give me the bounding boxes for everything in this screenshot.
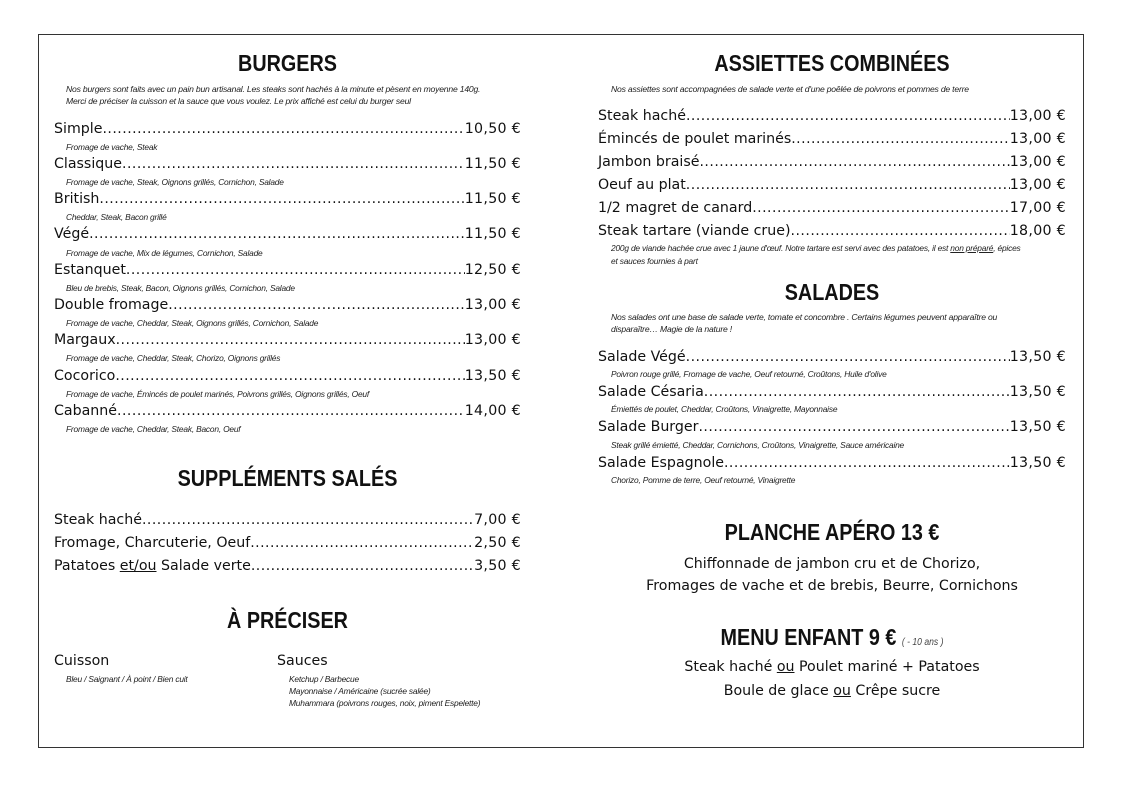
burger-price: 12,50 € <box>464 262 521 278</box>
leader-dots <box>126 261 465 279</box>
planche-line1: Chiffonnade de jambon cru et de Chorizo, <box>683 556 981 572</box>
tartare-note-line2: et sauces fournies à part <box>611 256 698 266</box>
salade-price: 13,50 € <box>1009 384 1066 400</box>
burger-name: Végé <box>54 226 90 242</box>
supplement-name-part: Salade verte <box>156 558 251 574</box>
assiette-item <box>598 105 1066 125</box>
enfant-line1-part: Steak haché <box>684 659 777 675</box>
burger-item <box>54 365 521 385</box>
burgers-intro-line1: Nos burgers sont faits avec un pain bun artisanal. Les steaks sont hachés à la minute et pèsent en moyenne 140g. <box>66 84 481 94</box>
burger-name: Cocorico <box>54 368 116 384</box>
enfant-line2-underlined: ou <box>833 683 851 699</box>
enfant-age: ( - 10 ans ) <box>901 637 944 648</box>
salade-description: Émiettés de poulet, Cheddar, Croûtons, Vinaigrette, Mayonnaise <box>611 404 838 414</box>
leader-dots <box>250 534 474 552</box>
salades-title: SALADES <box>784 279 880 305</box>
assiette-price: 13,00 € <box>1009 154 1066 170</box>
supplement-name-part: Patatoes <box>54 558 120 574</box>
burger-item <box>54 400 521 420</box>
supplements-title: SUPPLÉMENTS SALÉS <box>177 465 398 491</box>
salades-intro-line1: Nos salades ont une base de salade verte, tomate et concombre . Certains légumes peuvent apparaître ou <box>611 312 998 322</box>
supplement-name <box>54 557 251 575</box>
burger-price: 11,50 € <box>464 226 521 242</box>
preciser-title: À PRÉCISER <box>227 607 348 633</box>
burger-name: Estanquet <box>54 262 126 278</box>
supplement-item <box>54 555 521 575</box>
burger-price: 13,00 € <box>464 297 521 313</box>
supplement-item <box>54 532 521 552</box>
leader-dots <box>122 155 465 173</box>
leader-dots <box>102 120 464 138</box>
leader-dots <box>791 222 1010 240</box>
cuisson-options: Bleu / Saignant / À point / Bien cuit <box>66 674 188 684</box>
assiette-item <box>598 151 1066 171</box>
salade-name: Salade Végé <box>598 349 686 365</box>
supplement-name-underlined: et/ou <box>119 558 157 574</box>
supplement-name: Steak haché <box>54 512 142 528</box>
enfant-title: MENU ENFANT 9 € <box>720 624 897 650</box>
salade-item <box>598 381 1066 401</box>
burger-name: Cabanné <box>54 403 118 419</box>
salade-description: Poivron rouge grillé, Fromage de vache, Oeuf retourné, Croûtons, Huile d'olive <box>611 369 887 379</box>
supplement-name: Fromage, Charcuterie, Oeuf <box>54 535 251 551</box>
burger-item <box>54 329 521 349</box>
burger-description: Fromage de vache, Cheddar, Steak, Chorizo, Oignons grillés <box>66 353 281 363</box>
burger-description: Fromage de vache, Steak <box>66 142 158 152</box>
burger-item <box>54 259 521 279</box>
leader-dots <box>724 454 1010 472</box>
assiette-price: 13,00 € <box>1009 131 1066 147</box>
burger-item <box>54 294 521 314</box>
leader-dots <box>752 199 1010 217</box>
salade-name: Salade Espagnole <box>598 455 724 471</box>
burger-name: Double fromage <box>54 297 169 313</box>
burger-price: 10,50 € <box>464 121 521 137</box>
burger-item <box>54 118 521 138</box>
burger-item <box>54 188 521 208</box>
leader-dots <box>142 511 474 529</box>
burger-price: 14,00 € <box>464 403 521 419</box>
assiette-item <box>598 128 1066 148</box>
leader-dots <box>116 331 465 349</box>
burgers-intro-line2: Merci de préciser la cuisson et la sauce que vous voulez. Le prix affiché est celui du burger seul <box>66 96 411 106</box>
enfant-line1-underlined: ou <box>776 659 795 675</box>
burger-description: Fromage de vache, Mix de légumes, Cornichon, Salade <box>66 248 263 258</box>
assiette-name: Oeuf au plat <box>598 177 686 193</box>
tartare-note-underlined: non préparé <box>950 243 994 253</box>
sauces-line: Ketchup / Barbecue <box>289 674 359 684</box>
burger-name: Classique <box>54 156 122 172</box>
burger-name: British <box>54 191 100 207</box>
assiette-name: Émincés de poulet marinés <box>598 131 792 147</box>
burger-description: Fromage de vache, Cheddar, Steak, Oignons grillés, Cornichon, Salade <box>66 318 319 328</box>
leader-dots <box>686 176 1010 194</box>
salade-description: Chorizo, Pomme de terre, Oeuf retourné, Vinaigrette <box>611 475 796 485</box>
burger-item <box>54 223 521 243</box>
tartare-note <box>611 243 1021 254</box>
burger-price: 13,00 € <box>464 332 521 348</box>
assiette-name: Steak haché <box>598 108 686 124</box>
leader-dots <box>686 348 1010 366</box>
salades-intro-line2: disparaître… Magie de la nature ! <box>611 324 732 334</box>
assiette-name: 1/2 magret de canard <box>598 200 753 216</box>
supplement-price: 7,00 € <box>474 512 521 528</box>
salades-intro <box>611 311 997 335</box>
leader-dots <box>791 130 1010 148</box>
burger-price: 13,50 € <box>464 368 521 384</box>
burger-description: Fromage de vache, Steak, Oignons grillés, Cornichon, Salade <box>66 177 284 187</box>
salade-price: 13,50 € <box>1009 349 1066 365</box>
burger-price: 11,50 € <box>464 156 521 172</box>
planche-title: PLANCHE APÉRO 13 € <box>724 519 940 545</box>
leader-dots <box>699 153 1009 171</box>
enfant-title-row <box>631 624 1033 651</box>
salade-name: Salade Césaria <box>598 384 704 400</box>
leader-dots <box>117 402 465 420</box>
cuisson-label: Cuisson <box>54 653 110 669</box>
burgers-intro <box>66 83 480 107</box>
burger-description: Bleu de brebis, Steak, Bacon, Oignons grillés, Cornichon, Salade <box>66 283 295 293</box>
burger-price: 11,50 € <box>464 191 521 207</box>
supplement-price: 3,50 € <box>474 558 521 574</box>
supplement-price: 2,50 € <box>474 535 521 551</box>
leader-dots <box>115 367 464 385</box>
sauces-line: Muhammara (poivrons rouges, noix, piment Espelette) <box>289 698 481 708</box>
salade-item <box>598 416 1066 436</box>
assiette-item <box>598 174 1066 194</box>
salade-item <box>598 346 1066 366</box>
leader-dots <box>99 190 464 208</box>
salade-price: 13,50 € <box>1009 419 1066 435</box>
burger-name: Simple <box>54 121 103 137</box>
burger-name: Margaux <box>54 332 116 348</box>
assiette-item <box>598 220 1066 240</box>
assiette-item <box>598 197 1066 217</box>
assiette-name: Steak tartare (viande crue) <box>598 223 791 239</box>
burgers-title: BURGERS <box>238 50 337 76</box>
leader-dots <box>704 383 1010 401</box>
enfant-line1 <box>598 658 1066 676</box>
assiettes-title: ASSIETTES COMBINÉES <box>714 50 950 76</box>
assiette-price: 13,00 € <box>1009 177 1066 193</box>
salade-name: Salade Burger <box>598 419 699 435</box>
leader-dots <box>686 107 1010 125</box>
enfant-line1-part: Poulet mariné + Patatoes <box>794 659 980 675</box>
leader-dots <box>698 418 1009 436</box>
leader-dots <box>251 557 474 575</box>
assiette-name: Jambon braisé <box>598 154 700 170</box>
burger-description: Cheddar, Steak, Bacon grillé <box>66 212 167 222</box>
salade-item <box>598 452 1066 472</box>
burger-item <box>54 153 521 173</box>
assiette-price: 17,00 € <box>1009 200 1066 216</box>
enfant-line2-part: Boule de glace <box>723 683 834 699</box>
supplement-item <box>54 509 521 529</box>
enfant-line2 <box>598 682 1066 700</box>
salade-price: 13,50 € <box>1009 455 1066 471</box>
assiette-price: 13,00 € <box>1009 108 1066 124</box>
salade-description: Steak grillé émietté, Cheddar, Cornichons, Croûtons, Vinaigrette, Sauce américaine <box>611 440 905 450</box>
leader-dots <box>89 225 465 243</box>
sauces-label: Sauces <box>277 653 328 669</box>
tartare-note-part: , épices <box>993 243 1021 253</box>
burger-description: Fromage de vache, Cheddar, Steak, Bacon, Oeuf <box>66 424 241 434</box>
assiette-price: 18,00 € <box>1009 223 1066 239</box>
burger-description: Fromage de vache, Émincés de poulet marinés, Poivrons grillés, Oignons grillés, Oeuf <box>66 389 369 399</box>
enfant-line2-part: Crêpe sucre <box>850 683 941 699</box>
planche-line2: Fromages de vache et de brebis, Beurre, Cornichons <box>646 578 1018 594</box>
sauces-line: Mayonnaise / Américaine (sucrée salée) <box>289 686 431 696</box>
tartare-note-part: 200g de viande hachée crue avec 1 jaune d'œuf. Notre tartare est servi avec des patatoes, il est <box>611 243 951 253</box>
assiettes-intro: Nos assiettes sont accompagnées de salade verte et d'une poêlée de poivrons et pommes de terre <box>611 84 969 94</box>
leader-dots <box>168 296 465 314</box>
